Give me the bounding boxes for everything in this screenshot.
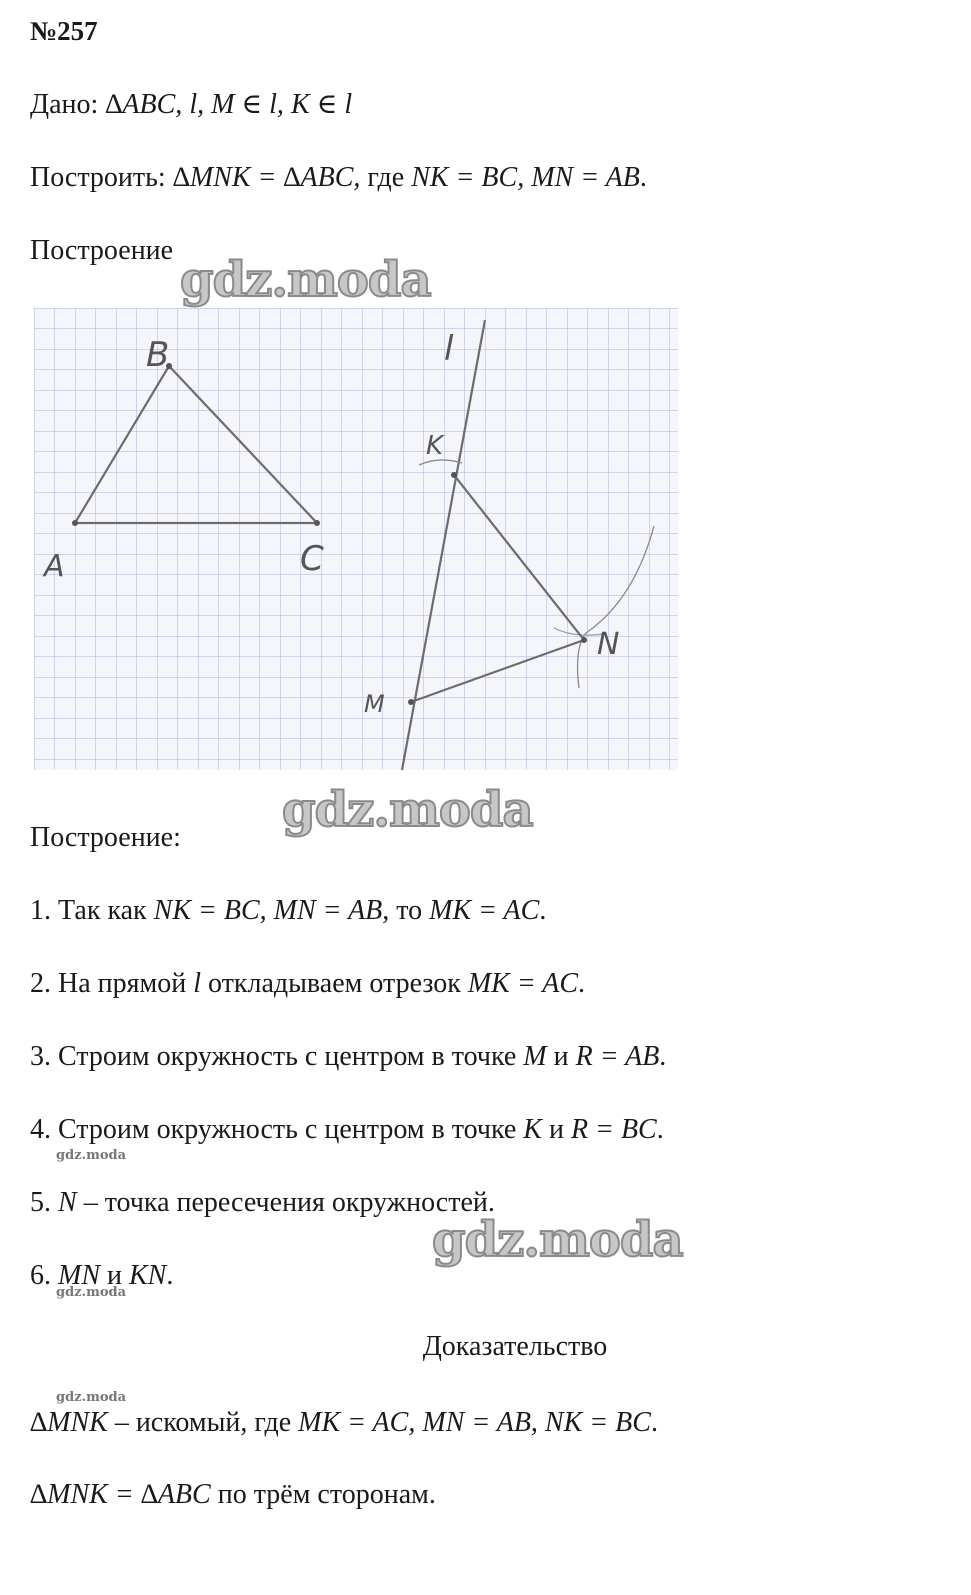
step-math: MK = AC — [467, 968, 579, 999]
construct-equality: ∆MNK = ∆ABC, — [172, 162, 361, 193]
given-triangle: ∆ABC, — [105, 89, 183, 120]
point-k — [451, 472, 457, 478]
proof-line-1 — [30, 1406, 658, 1440]
proof-end: . — [650, 1407, 658, 1438]
step-text: то — [389, 895, 430, 926]
step-number: 5. — [30, 1187, 58, 1218]
step-3 — [30, 1040, 666, 1074]
step-text: и — [100, 1260, 129, 1291]
step-end: . — [578, 968, 586, 999]
step-math: R = BC — [570, 1114, 657, 1145]
watermark-small: gdz.moda — [56, 1390, 127, 1405]
step-2 — [30, 967, 585, 1001]
step-text: – точка пересечения окружностей. — [76, 1187, 495, 1218]
label-a: A — [44, 549, 65, 584]
proof-triangle: ∆MNK — [30, 1407, 108, 1438]
label-k: K — [426, 431, 444, 461]
step-text: На прямой — [58, 968, 194, 999]
step-number: 1. — [30, 895, 58, 926]
step-math: K — [523, 1114, 542, 1145]
label-b: B — [146, 335, 170, 375]
construct-line — [30, 161, 647, 195]
step-math: MN — [58, 1260, 100, 1291]
step-4 — [30, 1113, 664, 1147]
construct-label: Построить: — [30, 162, 173, 193]
step-text: и — [541, 1114, 571, 1145]
step-number: 4. — [30, 1114, 58, 1145]
watermark-small: gdz.moda — [56, 1148, 127, 1163]
point-a — [72, 520, 78, 526]
proof-line-2 — [30, 1478, 436, 1512]
point-c — [314, 520, 320, 526]
step-math: NK = BC, MN = AB, — [153, 895, 390, 926]
given-point-k: K ∈ l — [283, 89, 353, 120]
step-math: R = AB — [575, 1041, 660, 1072]
proof-equalities: MK = AC, MN = AB, NK = BC — [298, 1407, 651, 1438]
construct-conditions: NK = BC, MN = AB — [411, 162, 640, 193]
construction-steps-heading: Построение: — [30, 822, 181, 853]
construct-where: где — [360, 162, 412, 193]
step-end: . — [539, 895, 547, 926]
step-end: . — [659, 1041, 667, 1072]
step-math: N — [58, 1187, 77, 1218]
step-math: M — [523, 1041, 547, 1072]
grid-lines — [34, 308, 678, 770]
step-text: откладываем отрезок — [201, 968, 468, 999]
step-text: Строим окружность с центром в точке — [58, 1114, 524, 1145]
construction-figure — [34, 308, 678, 770]
given-point-m: M ∈ l, — [204, 89, 284, 120]
step-math: l — [193, 968, 201, 999]
point-n — [581, 637, 587, 643]
proof-heading: Доказательство — [422, 1331, 608, 1362]
point-m — [408, 699, 414, 705]
step-end: . — [656, 1114, 664, 1145]
step-text: Так как — [58, 895, 154, 926]
step-text: и — [546, 1041, 576, 1072]
step-5 — [30, 1186, 495, 1220]
step-math: MK = AC — [429, 895, 540, 926]
step-end: . — [166, 1260, 174, 1291]
given-line — [30, 88, 352, 122]
step-text: Строим окружность с центром в точке — [58, 1041, 524, 1072]
step-number: 3. — [30, 1041, 58, 1072]
problem-number: №257 — [30, 16, 98, 46]
proof-text: – искомый, где — [107, 1407, 299, 1438]
label-m: M — [364, 690, 385, 718]
given-label: Дано: — [30, 89, 106, 120]
step-math: KN — [128, 1260, 167, 1291]
label-c: C — [300, 539, 324, 579]
watermark: gdz.moda — [282, 782, 533, 838]
construct-dot: . — [639, 162, 647, 193]
label-l: l — [444, 329, 454, 369]
watermark: gdz.moda — [180, 252, 431, 308]
construction-heading: Построение — [30, 235, 174, 266]
watermark: gdz.moda — [432, 1212, 683, 1268]
proof-conclusion-text: по трём сторонам. — [210, 1479, 436, 1510]
label-n: N — [597, 627, 620, 662]
watermark-small: gdz.moda — [56, 1285, 127, 1300]
given-line-l: l, — [182, 89, 205, 120]
step-number: 2. — [30, 968, 58, 999]
proof-conclusion-equality: ∆MNK = ∆ABC — [30, 1479, 211, 1510]
step-1 — [30, 894, 546, 928]
step-number: 6. — [30, 1260, 58, 1291]
